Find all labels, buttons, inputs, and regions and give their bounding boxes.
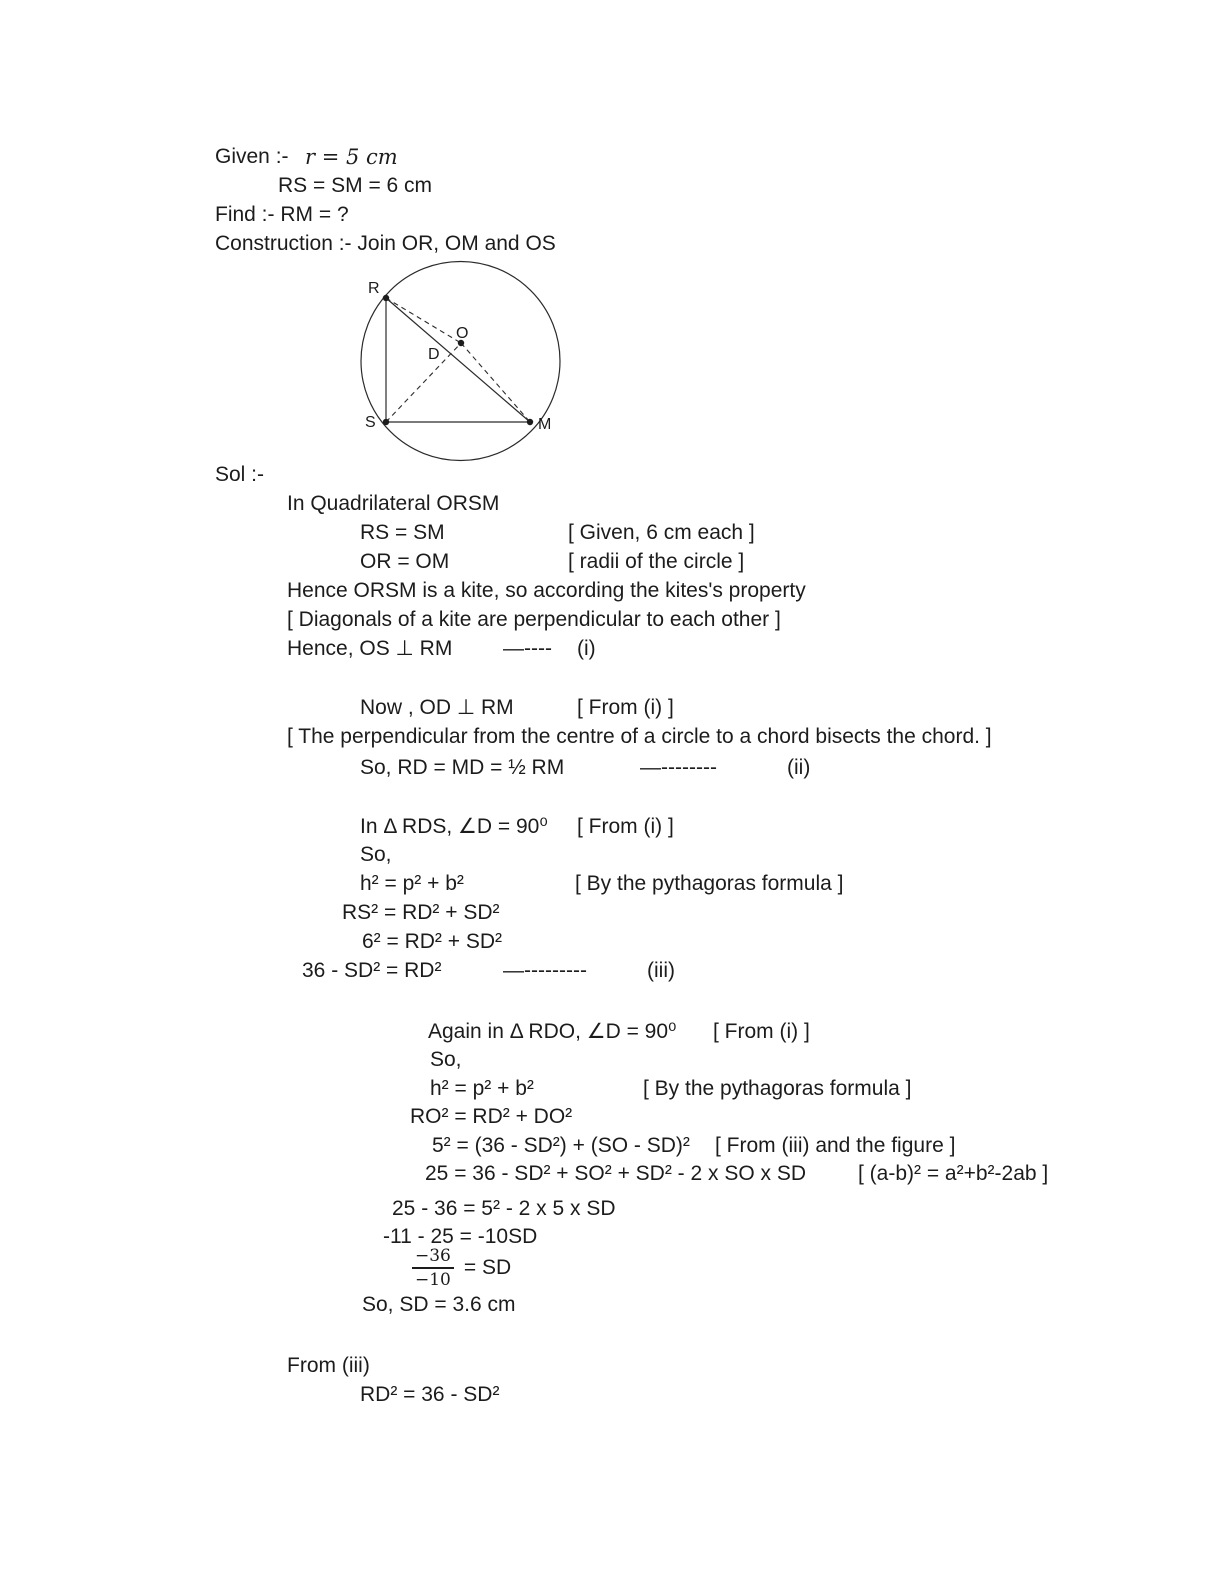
dash-ii: —-------- (640, 756, 717, 779)
so-1: So, (360, 843, 392, 866)
circle-kite-diagram (352, 254, 572, 469)
ref-i: (i) (577, 637, 596, 660)
eq-neg11: -11 - 25 = -10SD (383, 1225, 538, 1248)
note-from-i-2: [ From (i) ] (577, 815, 674, 838)
eq-rs-sm: RS = SM (360, 521, 445, 544)
sd-result: So, SD = 3.6 cm (362, 1293, 516, 1316)
eq-rs2: RS² = RD² + SD² (342, 901, 500, 924)
fraction-denominator: −10 (415, 1270, 451, 1291)
eq-ro2: RO² = RD² + DO² (410, 1105, 573, 1128)
point-r-dot (383, 295, 389, 301)
line-so-dashed (386, 343, 461, 422)
radius-or-dashed (386, 298, 461, 343)
in-quadrilateral-line: In Quadrilateral ORSM (287, 492, 500, 515)
note-from-i-3: [ From (i) ] (713, 1020, 810, 1043)
note-rs-sm: [ Given, 6 cm each ] (568, 521, 755, 544)
point-label-s: S (365, 414, 376, 431)
given-line-2: RS = SM = 6 cm (278, 174, 433, 197)
point-label-r: R (368, 280, 380, 297)
bisect-equation: So, RD = MD = ½ RM (360, 756, 565, 779)
find-line: Find :- RM = ? (215, 203, 349, 226)
fraction-rhs: = SD (463, 1256, 512, 1280)
note-from-iii-figure: [ From (iii) and the figure ] (715, 1134, 956, 1157)
now-od-statement: Now , OD ⊥ RM (360, 696, 514, 719)
kite-property-note: [ Diagonals of a kite are perpendicular to each other ] (287, 608, 781, 631)
circle-outline (361, 262, 560, 461)
dash-i: —---- (503, 637, 552, 660)
note-a-minus-b: [ (a-b)² = a²+b²-2ab ] (858, 1162, 1049, 1185)
point-label-d: D (428, 346, 440, 363)
sol-label: Sol :- (215, 463, 265, 486)
given-math-value: r = 5 cm (305, 145, 398, 169)
final-equation: RD² = 36 - SD² (360, 1383, 500, 1406)
construction-line: Construction :- Join OR, OM and OS (215, 232, 556, 255)
eq-25-36: 25 - 36 = 5² - 2 x 5 x SD (392, 1197, 616, 1220)
fraction (412, 1246, 454, 1291)
point-m-dot (527, 419, 533, 425)
dash-iii: —--------- (503, 959, 587, 982)
point-label-m: M (538, 416, 552, 433)
pythagoras-2: h² = p² + b² (430, 1077, 534, 1100)
perpendicular-statement: Hence, OS ⊥ RM (287, 637, 453, 660)
ref-iii: (iii) (647, 959, 675, 982)
note-pythagoras-1: [ By the pythagoras formula ] (575, 872, 844, 895)
so-2: So, (430, 1048, 462, 1071)
eq-36-sd2: 36 - SD² = RD² (302, 959, 442, 982)
point-label-o: O (456, 325, 469, 342)
chord-bisect-note: [ The perpendicular from the centre of a circle to a chord bisects the chord. ] (287, 725, 992, 748)
from-iii-line: From (iii) (287, 1354, 370, 1377)
point-s-dot (383, 419, 389, 425)
fraction-equation (412, 1246, 511, 1291)
triangle-rds-head: In Δ RDS, ∠D = 90⁰ (360, 815, 548, 838)
eq-52: 5² = (36 - SD²) + (SO - SD)² (432, 1134, 690, 1157)
ref-ii: (ii) (787, 756, 811, 779)
given-label: Given :- (215, 145, 289, 168)
note-or-om: [ radii of the circle ] (568, 550, 745, 573)
note-pythagoras-2: [ By the pythagoras formula ] (643, 1077, 912, 1100)
eq-or-om: OR = OM (360, 550, 450, 573)
fraction-numerator: −36 (412, 1246, 454, 1269)
eq-25-expand: 25 = 36 - SD² + SO² + SD² - 2 x SO x SD (425, 1162, 807, 1185)
chord-rm (386, 298, 530, 422)
radius-om-dashed (461, 343, 530, 422)
eq-62: 6² = RD² + SD² (362, 930, 503, 953)
kite-statement: Hence ORSM is a kite, so according the kites's property (287, 579, 806, 602)
pythagoras-1: h² = p² + b² (360, 872, 464, 895)
triangle-rdo-head: Again in Δ RDO, ∠D = 90⁰ (428, 1020, 677, 1043)
note-from-i-1: [ From (i) ] (577, 696, 674, 719)
